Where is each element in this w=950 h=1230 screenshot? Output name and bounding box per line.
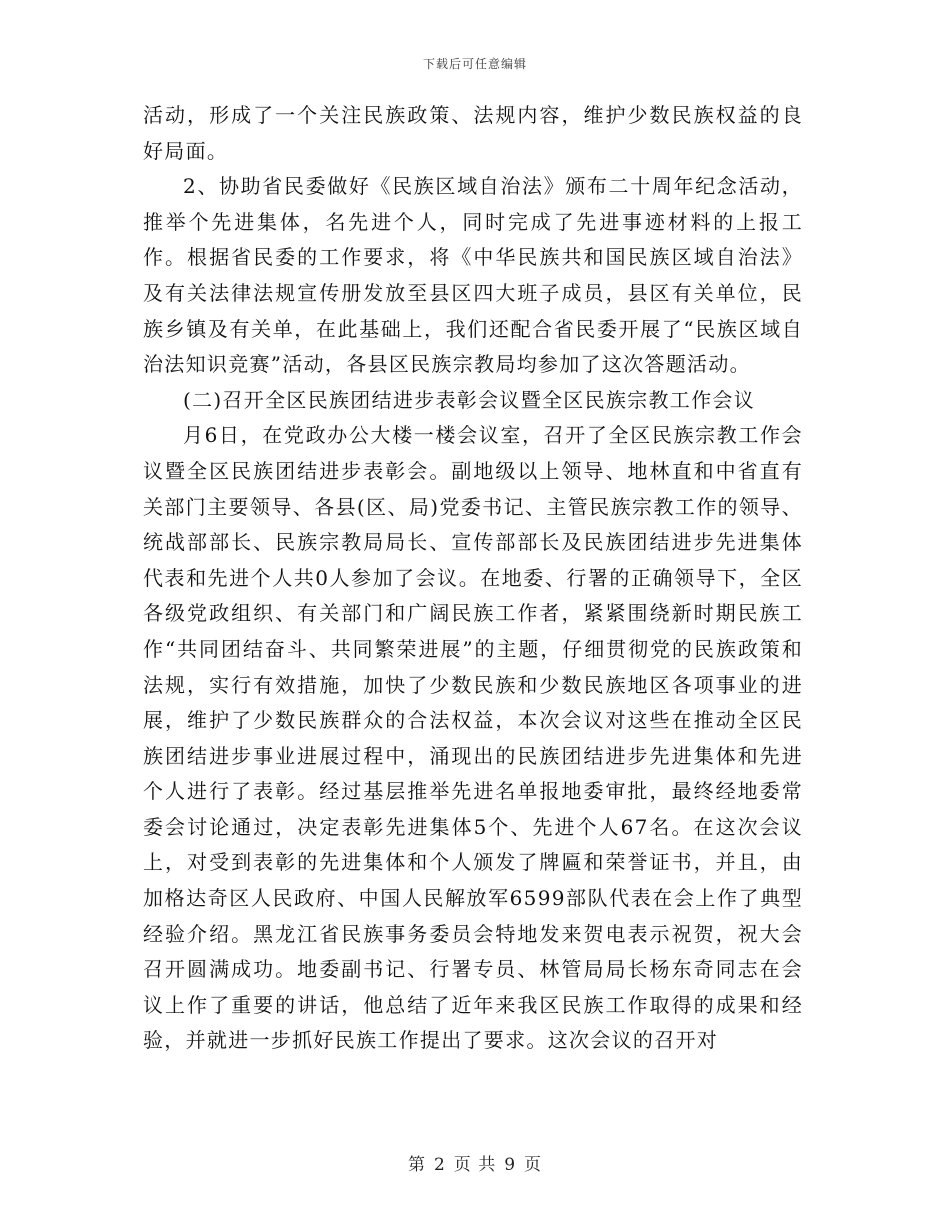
paragraph-item-2: 2、协助省民委做好《民族区域自治法》颁布二十周年纪念活动，推举个先进集体，名先进个人，同时完成了先进事迹材料的上报工作。根据省民委的工作要求，将《中华民族共和国民族区域自治法》及有关法律法规宣传册发放至县区四大班子成员，县区有关单位，民族乡镇及有关单，在此基础上，我们还配合省民委开展了“民族区域自治法知识竞赛”活动，各县区民族宗教局均参加了这次答题活动。 (143, 174, 803, 377)
footer-suffix: 页 (524, 1155, 543, 1175)
section-heading: (二)召开全区民族团结进步表彰会议暨全区民族宗教工作会议 (183, 387, 756, 412)
footer-middle: 页 共 (453, 1155, 497, 1175)
paragraph-continuation: 活动，形成了一个关注民族政策、法规内容，维护少数民族权益的良好局面。 (143, 103, 803, 163)
page-number: 2 (433, 1155, 446, 1175)
total-pages: 9 (504, 1155, 517, 1175)
page-footer (0, 1150, 950, 1175)
document-body (143, 98, 803, 1059)
paragraph-meeting: 月6日，在党政办公大楼一楼会议室，召开了全区民族宗教工作会议暨全区民族团结进步表彰会。副地级以上领导、地林直和中省直有关部门主要领导、各县(区、局)党委书记、主管民族宗教工作的领导、统战部部长、民族宗教局局长、宣传部部长及民族团结进步先进集体代表和先进个人共0人参加了会议。在地委、行署的正确领导下，全区各级党政组织、有关部门和广阔民族工作者，紧紧围绕新时期民族工作“共同团结奋斗、共同繁荣进展”的主题，仔细贯彻党的民族政策和法规，实行有效措施，加快了少数民族和少数民族地区各项事业的进展，维护了少数民族群众的合法权益，本次会议对这些在推动全区民族团结进步事业进展过程中，涌现出的民族团结进步先进集体和先进个人进行了表彰。经过基层推举先进名单报地委审批，最终经地委常委会讨论通过，决定表彰先进集体5个、先进个人67名。在这次会议上，对受到表彰的先进集体和个人颁发了牌匾和荣誉证书，并且，由加格达奇区人民政府、中国人民解放军6599部队代表在会上作了典型经验介绍。黑龙江省民族事务委员会特地发来贺电表示祝贺，祝大会召开圆满成功。地委副书记、行署专员、林管局局长杨东奇同志在会议上作了重要的讲话，他总结了近年来我区民族工作取得的成果和经验，并就进一步抓好民族工作提出了要求。这次会议的召开对 (143, 423, 803, 1053)
footer-prefix: 第 (407, 1155, 426, 1175)
page-header: 下载后可任意编辑 (422, 57, 527, 71)
